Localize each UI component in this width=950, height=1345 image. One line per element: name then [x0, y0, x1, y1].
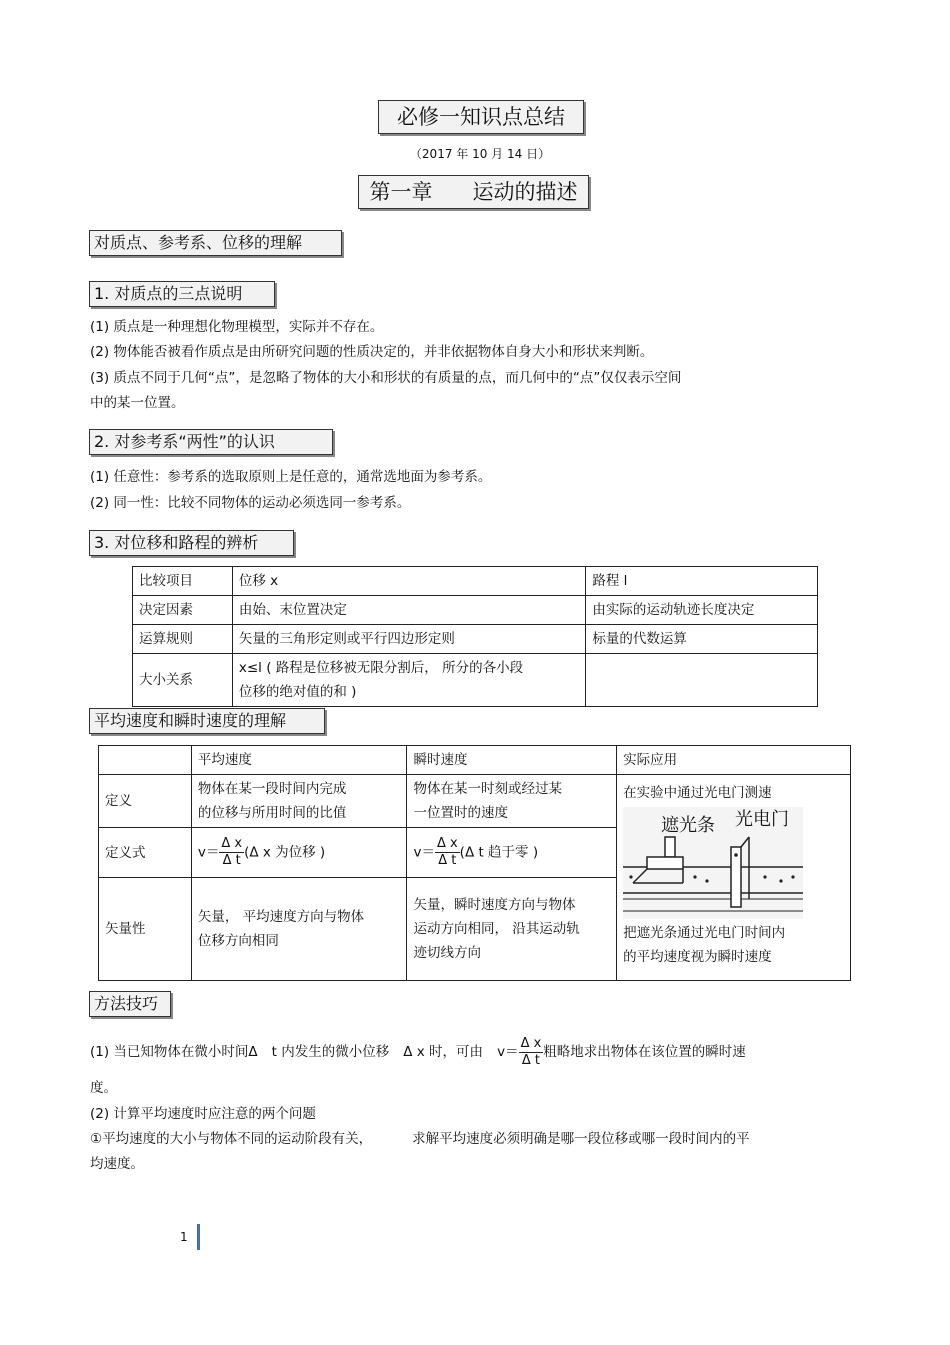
displacement-distance-table: [132, 566, 818, 707]
method-p1-part-b: t 内发生的微小位移: [271, 1044, 390, 1060]
method-p1-fraction: [519, 1036, 544, 1069]
formula-fraction: [219, 836, 244, 869]
table-cell: 大小关系: [133, 654, 233, 707]
table-header-cell: 位移 x: [232, 567, 585, 596]
formula-inst-note: (Δ t 趋于零 ): [459, 844, 539, 861]
method-paragraph-1: [90, 1032, 746, 1072]
table-cell: 矢量的三角形定则或平行四边形定则: [232, 625, 585, 654]
table-cell: [407, 828, 617, 878]
chapter-title: [358, 175, 589, 209]
size-relation-line-1: x≤l ( 路程是位移被无限分割后， 所分的各小段: [238, 660, 524, 676]
table-cell: [586, 654, 818, 707]
inst-vector-line-3: 迹切线方向: [413, 945, 481, 961]
table-cell: [407, 775, 617, 828]
subsection-heading-particle: 1. 对质点的三点说明: [89, 281, 275, 307]
table-cell: [191, 775, 407, 828]
table-header-cell: 路程 l: [586, 567, 818, 596]
table-row: [133, 567, 818, 596]
method-p1-part-d: 粗略地求出物体在该位置的瞬时速: [543, 1044, 746, 1060]
formula-v: v＝: [197, 844, 220, 861]
table-cell: [407, 878, 617, 981]
application-line-1: 在实验中通过光电门测速: [623, 785, 772, 801]
table-row: [99, 775, 851, 828]
document-title: 必修一知识点总结: [378, 100, 584, 134]
reference-item-2: (2) 同一性：比较不同物体的运动必须选同一参考系。: [90, 495, 411, 511]
document-date: （2017 年 10 月 14 日）: [409, 147, 551, 161]
method-p1-numerator: Δ x: [520, 1035, 542, 1051]
formula-denominator: Δ t: [438, 853, 457, 868]
table-header-cell: 瞬时速度: [407, 746, 617, 775]
table-cell: [232, 654, 585, 707]
table-row: [133, 596, 818, 625]
method-p1-part-a: (1) 当已知物体在微小时间Δ: [90, 1044, 258, 1060]
table-cell: [191, 828, 407, 878]
method-p3-part-b: 求解平均速度必须明确是哪一段位移或哪一段时间内的平: [412, 1131, 750, 1147]
table-row: [133, 654, 818, 707]
fig-label-photogate: 光电门: [735, 809, 790, 830]
velocity-table: [98, 745, 851, 981]
method-paragraph-2: (2) 计算平均速度时应注意的两个问题: [90, 1106, 316, 1122]
avg-def-line-1: 物体在某一段时间内完成: [197, 781, 347, 797]
formula-avg-note: (Δ x 为位移 ): [244, 844, 326, 861]
table-cell: 由实际的运动轨迹长度决定: [586, 596, 818, 625]
fig-label-shading-strip: 遮光条: [661, 815, 716, 836]
method-paragraph-3: [90, 1127, 750, 1152]
formula-denominator: Δ t: [222, 853, 241, 868]
formula-numerator: Δ x: [436, 836, 458, 851]
inst-def-line-1: 物体在某一时刻或经过某: [413, 781, 562, 797]
chapter-name: 运动的描述: [472, 180, 578, 204]
method-p1-denominator: Δ t: [521, 1052, 540, 1068]
page-number: 1: [180, 1230, 188, 1244]
method-p1-end: 度。: [90, 1080, 117, 1096]
table-cell: 定义: [99, 775, 192, 828]
application-line-2: 把遮光条通过光电门时间内: [623, 925, 786, 941]
inst-vector-line-2: 运动方向相同， 沿其运动轨: [413, 921, 580, 937]
inst-def-line-2: 一位置时的速度: [413, 805, 508, 821]
method-p1-part-c: Δ x 时，可由: [403, 1044, 484, 1060]
table-header-cell: 平均速度: [191, 746, 407, 775]
table-cell: 运算规则: [133, 625, 233, 654]
table-cell: [191, 878, 407, 981]
formula-fraction: [435, 836, 460, 869]
table-header-cell: [99, 746, 192, 775]
avg-def-line-2: 的位移与所用时间的比值: [197, 805, 347, 821]
chapter-number: 第一章: [369, 180, 433, 204]
particle-item-2: (2) 物体能否被看作质点是由所研究问题的性质决定的，并非依据物体自身大小和形状来判断。: [90, 344, 654, 360]
table-cell: 定义式: [99, 828, 192, 878]
section-heading-methods: 方法技巧: [89, 991, 171, 1017]
table-row: [99, 746, 851, 775]
table-cell: 矢量性: [99, 878, 192, 981]
size-relation-line-2: 位移的绝对值的和 ): [238, 684, 357, 700]
application-line-3: 的平均速度视为瞬时速度: [623, 949, 772, 965]
subsection-heading-displacement: 3. 对位移和路程的辨析: [89, 530, 294, 556]
method-p1-v: v＝: [497, 1044, 519, 1060]
table-header-cell: 比较项目: [133, 567, 233, 596]
page-number-bar: [197, 1224, 200, 1250]
formula-numerator: Δ x: [221, 836, 243, 851]
reference-item-1: (1) 任意性：参考系的选取原则上是任意的，通常选地面为参考系。: [90, 469, 492, 485]
particle-item-3: (3) 质点不同于几何“点”，是忽略了物体的大小和形状的有质量的点，而几何中的“点”仅仅表示空间: [90, 370, 682, 386]
subsection-heading-reference-frame: 2. 对参考系“两性”的认识: [89, 429, 333, 455]
particle-item-1: (1) 质点是一种理想化物理模型，实际并不存在。: [90, 319, 384, 335]
photogate-illustration: [623, 807, 803, 919]
table-row: [133, 625, 818, 654]
table-cell: 决定因素: [133, 596, 233, 625]
particle-item-3-cont: 中的某一位置。: [90, 395, 185, 411]
table-cell: 标量的代数运算: [586, 625, 818, 654]
inst-vector-line-1: 矢量，瞬时速度方向与物体: [413, 897, 576, 913]
method-paragraph-3-cont: 均速度。: [90, 1156, 144, 1172]
table-cell: 由始、末位置决定: [232, 596, 585, 625]
formula-v: v＝: [413, 844, 435, 861]
method-p3-part-a: ①平均速度的大小与物体不同的运动阶段有关，: [90, 1131, 373, 1147]
avg-vector-line-1: 矢量， 平均速度方向与物体: [197, 909, 365, 925]
table-header-cell: 实际应用: [617, 746, 851, 775]
section-heading-concepts: 对质点、参考系、位移的理解: [89, 230, 342, 256]
section-heading-velocity: 平均速度和瞬时速度的理解: [89, 708, 325, 734]
application-cell: [617, 775, 851, 981]
avg-vector-line-2: 位移方向相同: [197, 933, 279, 949]
